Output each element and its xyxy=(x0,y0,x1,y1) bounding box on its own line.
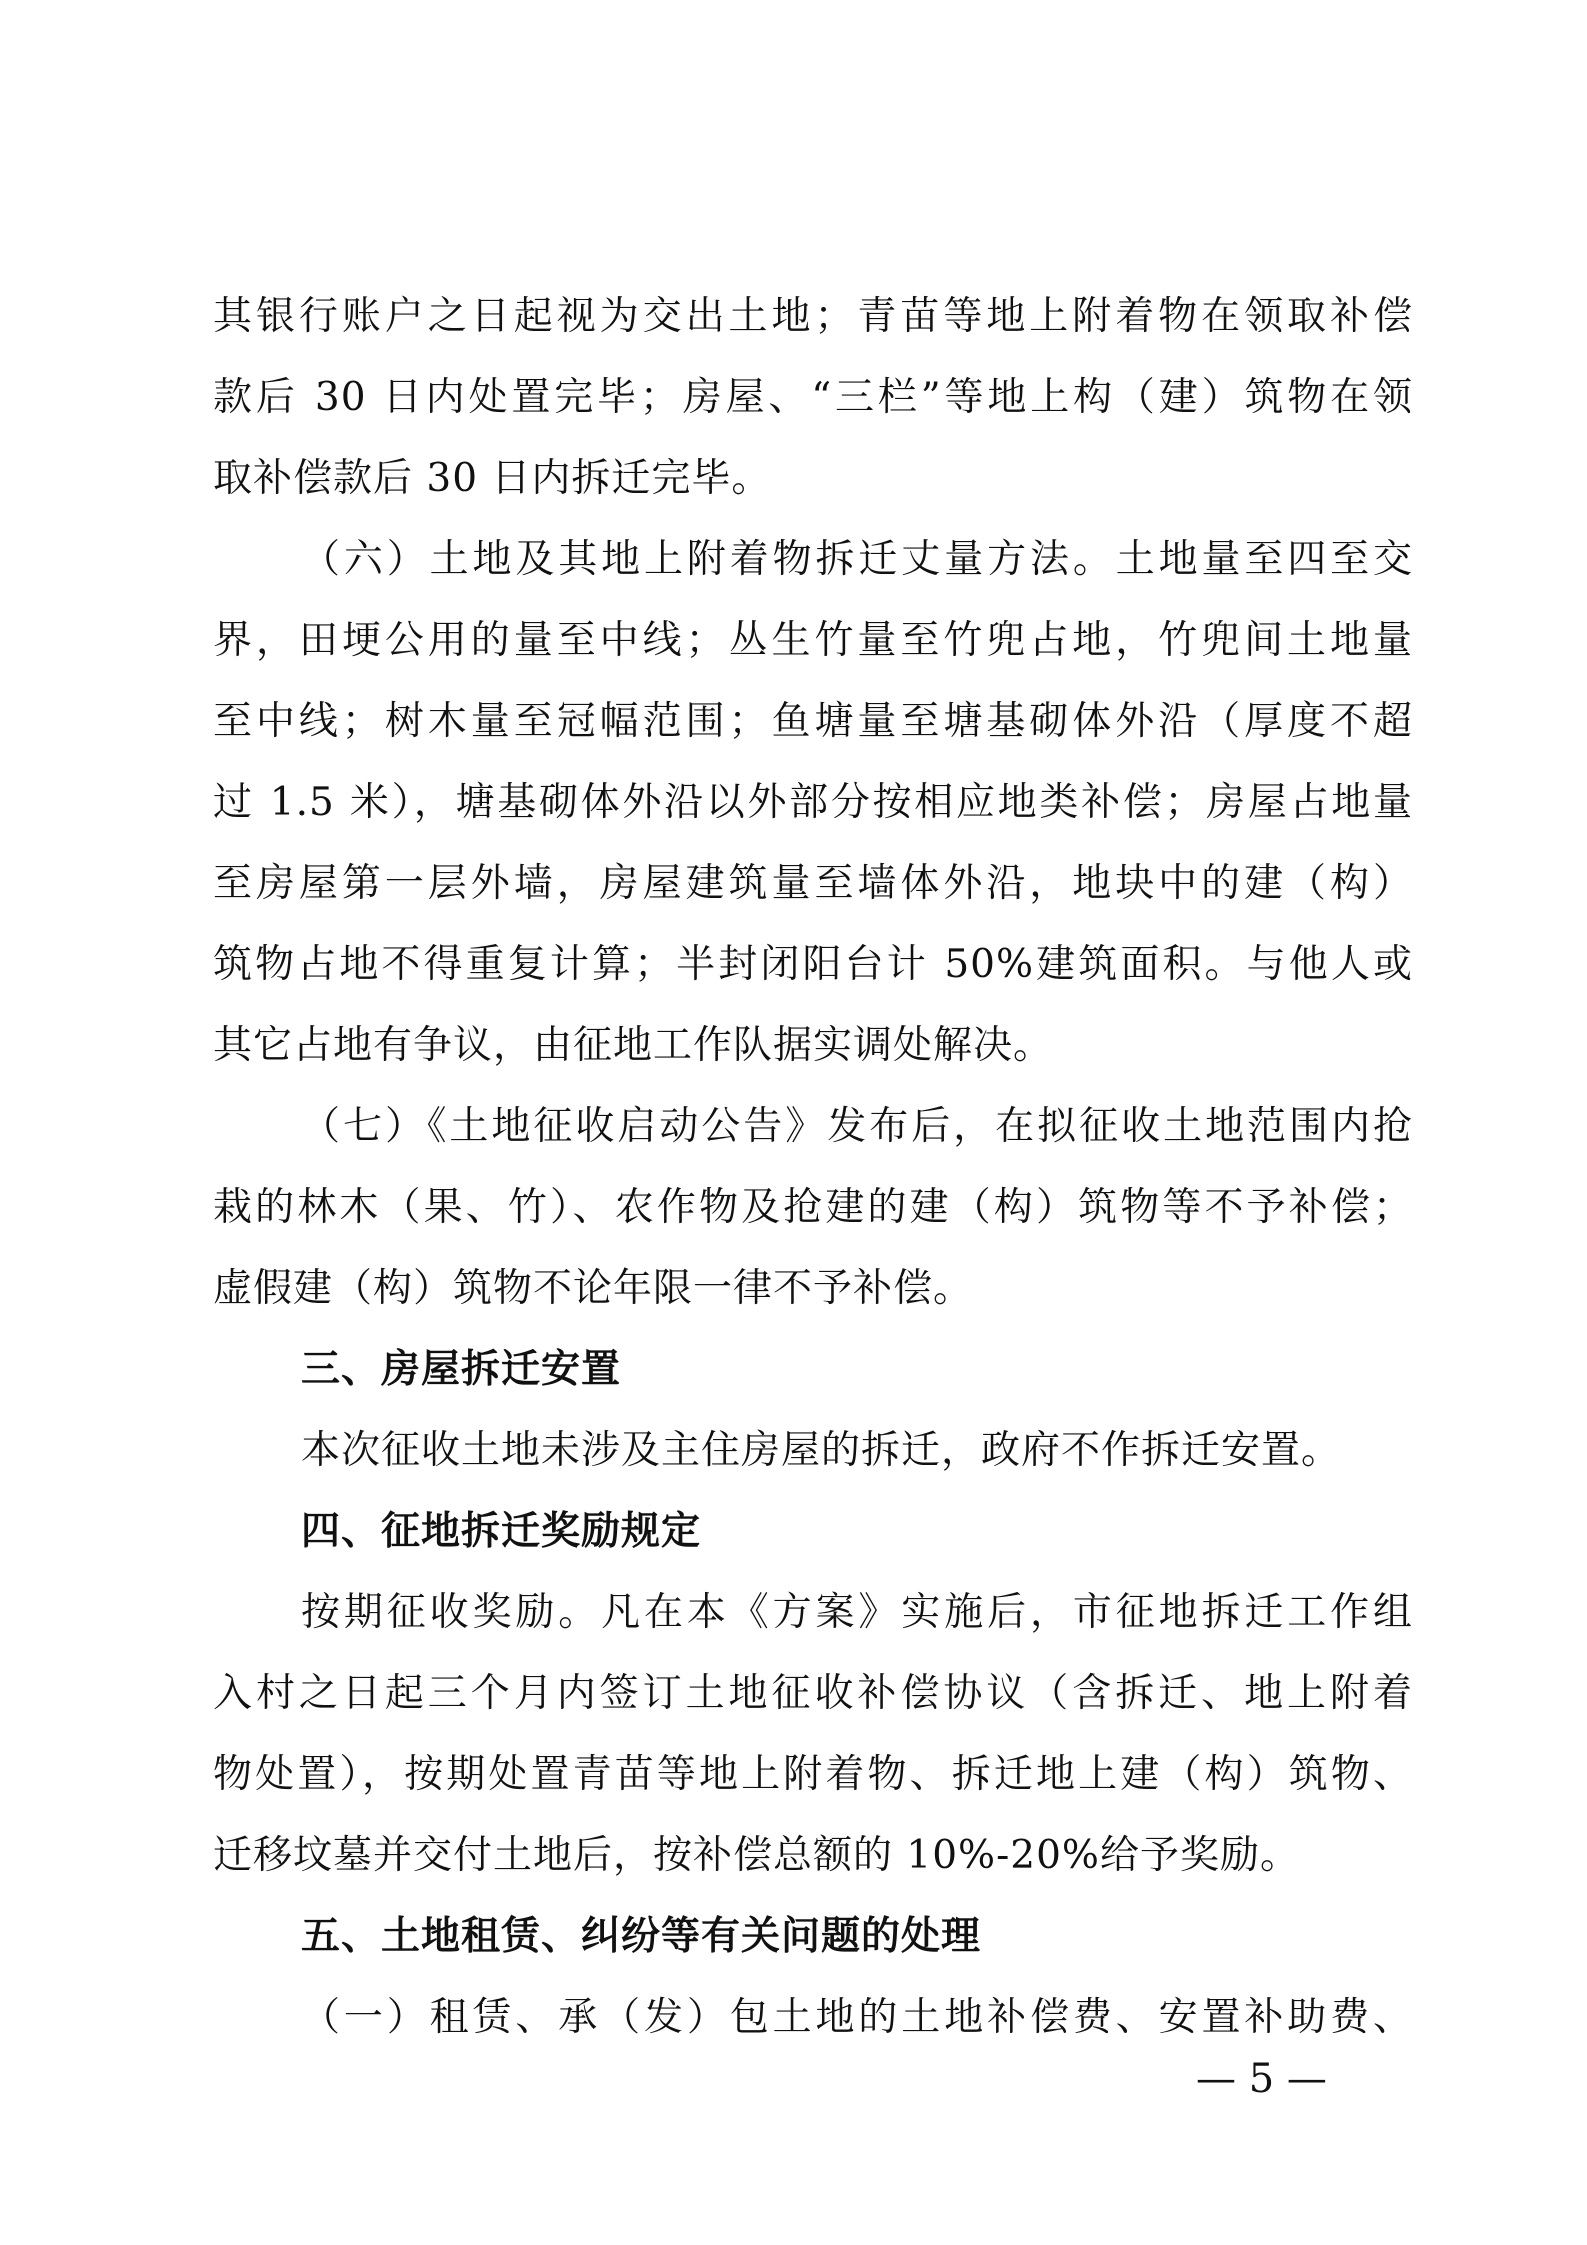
section-heading: 四、征地拆迁奖励规定 xyxy=(301,1509,702,1554)
paragraph-line: （七）《土地征收启动公告》发布后，在拟征收土地范围内抢 xyxy=(301,1104,1413,1149)
section-heading: 三、房屋拆迁安置 xyxy=(301,1347,622,1392)
paragraph-line: （一）租赁、承（发）包土地的土地补偿费、安置补助费、 xyxy=(301,1995,1413,2040)
paragraph-line: 按期征收奖励。凡在本《方案》实施后，市征地拆迁工作组 xyxy=(301,1590,1413,1635)
paragraph-line: 至中线；树木量至冠幅范围；鱼塘量至塘基砌体外沿（厚度不超 xyxy=(213,699,1413,744)
paragraph-line: 本次征收土地未涉及主住房屋的拆迁，政府不作拆迁安置。 xyxy=(301,1428,1342,1473)
paragraph-line: 取补偿款后 30 日内拆迁完毕。 xyxy=(213,456,772,501)
paragraph-line: 虚假建（构）筑物不论年限一律不予补偿。 xyxy=(213,1266,974,1311)
paragraph-line: 筑物占地不得重复计算；半封闭阳台计 50%建筑面积。与他人或 xyxy=(213,942,1413,987)
paragraph-line: 物处置），按期处置青苗等地上附着物、拆迁地上建（构）筑物、 xyxy=(213,1752,1413,1797)
paragraph-line: 至房屋第一层外墙，房屋建筑量至墙体外沿，地块中的建（构） xyxy=(213,861,1413,906)
page-number: — 5 — xyxy=(1196,2056,1327,2102)
paragraph-line: 入村之日起三个月内签订土地征收补偿协议（含拆迁、地上附着 xyxy=(213,1671,1413,1716)
paragraph-line: 过 1.5 米），塘基砌体外沿以外部分按相应地类补偿；房屋占地量 xyxy=(213,780,1413,825)
paragraph-line: 其它占地有争议，由征地工作队据实调处解决。 xyxy=(213,1023,1054,1068)
document-body xyxy=(213,290,1413,2072)
section-heading: 五、土地租赁、纠纷等有关问题的处理 xyxy=(301,1914,982,1959)
paragraph-line: 款后 30 日内处置完毕；房屋、“三栏”等地上构（建）筑物在领 xyxy=(213,375,1413,420)
paragraph-line: 其银行账户之日起视为交出土地；青苗等地上附着物在领取补偿 xyxy=(213,294,1413,339)
paragraph-line: （六）土地及其地上附着物拆迁丈量方法。土地量至四至交 xyxy=(301,537,1413,582)
paragraph-line: 迁移坟墓并交付土地后，按补偿总额的 10%-20%给予奖励。 xyxy=(213,1833,1300,1878)
paragraph-line: 界，田埂公用的量至中线；丛生竹量至竹兜占地，竹兜间土地量 xyxy=(213,618,1413,663)
paragraph-line: 栽的林木（果、竹）、农作物及抢建的建（构）筑物等不予补偿； xyxy=(213,1185,1413,1230)
